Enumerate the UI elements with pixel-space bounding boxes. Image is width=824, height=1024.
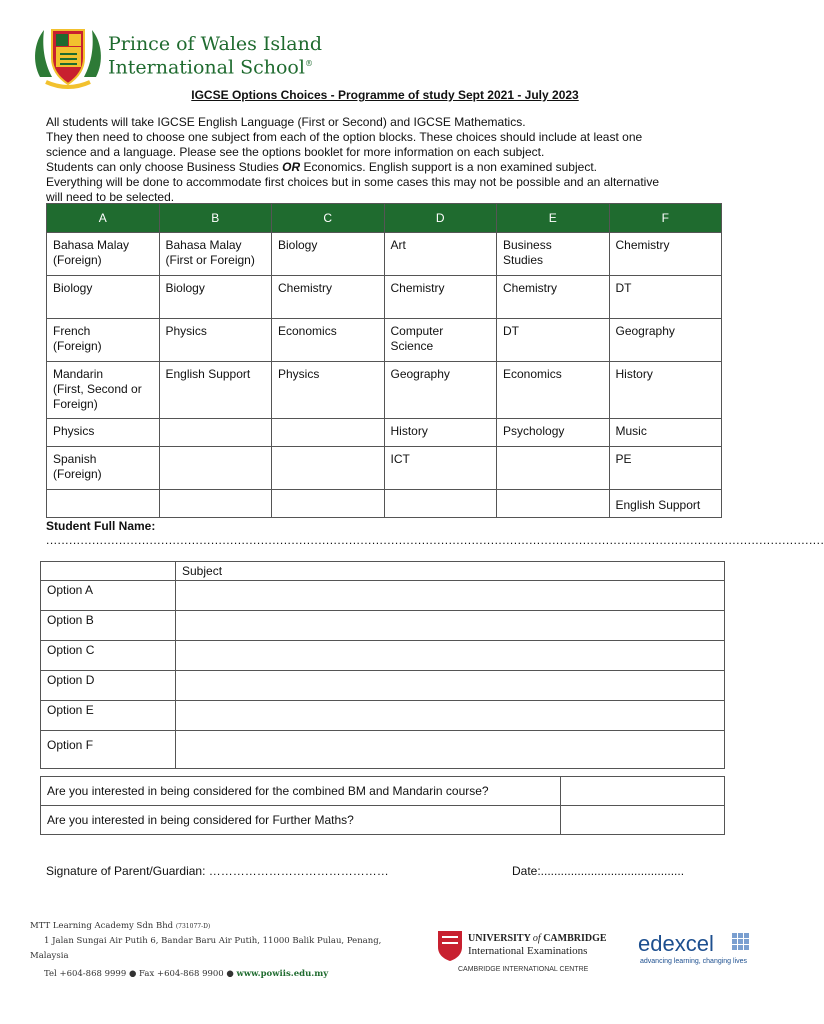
choice-row bbox=[41, 611, 725, 641]
subject-cell: Music bbox=[609, 419, 722, 447]
choice-row bbox=[41, 671, 725, 701]
intro-line: science and a language. Please see the options booklet for more information on each subject. bbox=[46, 145, 545, 159]
options-row bbox=[47, 419, 722, 447]
question-row bbox=[41, 777, 725, 806]
student-name-label: Student Full Name: bbox=[46, 519, 156, 533]
or-emphasis: OR bbox=[282, 160, 301, 174]
question-text: Are you interested in being considered for Further Maths? bbox=[41, 806, 561, 835]
footer-address-country: Malaysia bbox=[30, 951, 69, 961]
intro-line: All students will take IGCSE English Language (First or Second) and IGCSE Mathematics. bbox=[46, 115, 526, 129]
options-row bbox=[47, 233, 722, 276]
student-name-field[interactable]: ........................................................................................................................................................................................................... bbox=[46, 533, 824, 547]
footer-address: 1 Jalan Sungai Air Putih 6, Bandar Baru Air Putih, 11000 Balik Pulau, Penang, bbox=[44, 936, 382, 946]
column-header-c: C bbox=[272, 204, 385, 233]
subject-input[interactable] bbox=[176, 671, 725, 701]
subject-cell: Chemistry bbox=[272, 276, 385, 319]
subject-cell bbox=[272, 490, 385, 518]
question-row bbox=[41, 806, 725, 835]
school-crest-icon bbox=[30, 22, 106, 92]
edexcel-wordmark: edexcel bbox=[638, 931, 714, 956]
subject-cell: Biology bbox=[159, 276, 272, 319]
subject-cell: History bbox=[609, 362, 722, 419]
subject-cell: Physics bbox=[159, 319, 272, 362]
column-header-a: A bbox=[47, 204, 160, 233]
subject-cell: Geography bbox=[384, 362, 497, 419]
intro-line: Students can only choose Business Studies OR Economics. English support is a non examined subject. bbox=[46, 160, 597, 174]
options-row bbox=[47, 362, 722, 419]
subject-input[interactable] bbox=[176, 581, 725, 611]
column-header-d: D bbox=[384, 204, 497, 233]
footer bbox=[30, 919, 381, 982]
subject-cell: Physics bbox=[272, 362, 385, 419]
subject-cell: Chemistry bbox=[609, 233, 722, 276]
cambridge-centre-text: CAMBRIDGE INTERNATIONAL CENTRE bbox=[458, 966, 589, 973]
cambridge-logo bbox=[436, 929, 626, 973]
subject-cell: Mandarin (First, Second or Foreign) bbox=[47, 362, 160, 419]
subject-cell: Bahasa Malay (First or Foreign) bbox=[159, 233, 272, 276]
subject-cell: PE bbox=[609, 447, 722, 490]
subject-cell bbox=[384, 490, 497, 518]
school-name bbox=[108, 34, 322, 77]
choice-row bbox=[41, 581, 725, 611]
subject-cell: Biology bbox=[272, 233, 385, 276]
subject-cell: Bahasa Malay (Foreign) bbox=[47, 233, 160, 276]
answer-input[interactable] bbox=[561, 806, 725, 835]
subject-cell: History bbox=[384, 419, 497, 447]
footer-contact: Tel +604-868 9999 ● Fax +604-868 9900 ● www.powiis.edu.my bbox=[44, 969, 329, 979]
cambridge-word-university: UNIVERSITY bbox=[468, 933, 531, 944]
subject-cell bbox=[159, 447, 272, 490]
edexcel-grid-icon bbox=[732, 933, 749, 950]
options-table bbox=[46, 203, 722, 518]
subject-cell: Economics bbox=[272, 319, 385, 362]
school-name-line2: International School® bbox=[108, 56, 313, 79]
options-row bbox=[47, 447, 722, 490]
options-header-row bbox=[47, 204, 722, 233]
subject-cell bbox=[497, 490, 610, 518]
choice-row bbox=[41, 731, 725, 769]
subject-cell: Economics bbox=[497, 362, 610, 419]
subject-cell: Psychology bbox=[497, 419, 610, 447]
subject-cell: Physics bbox=[47, 419, 160, 447]
answer-input[interactable] bbox=[561, 777, 725, 806]
cambridge-shield-icon bbox=[438, 931, 462, 961]
subject-input[interactable] bbox=[176, 641, 725, 671]
intro-line: Everything will be done to accommodate first choices but in some cases this may not be possible and an alternative bbox=[46, 175, 659, 189]
cambridge-university-text bbox=[468, 933, 607, 944]
subject-cell: Spanish (Foreign) bbox=[47, 447, 160, 490]
option-label: Option B bbox=[41, 611, 176, 641]
subject-input[interactable] bbox=[176, 611, 725, 641]
options-row bbox=[47, 319, 722, 362]
subject-cell: English Support bbox=[609, 490, 722, 518]
subject-cell: ICT bbox=[384, 447, 497, 490]
date-field[interactable]: Date:........................................... bbox=[512, 864, 685, 878]
edexcel-logo bbox=[638, 929, 756, 969]
subject-cell bbox=[272, 447, 385, 490]
choice-header-row bbox=[41, 562, 725, 581]
column-header-f: F bbox=[609, 204, 722, 233]
cambridge-exams-text: International Examinations bbox=[468, 945, 588, 957]
choice-table bbox=[40, 561, 725, 769]
option-label: Option E bbox=[41, 701, 176, 731]
option-label: Option F bbox=[41, 731, 176, 769]
subject-cell bbox=[47, 490, 160, 518]
subject-cell: English Support bbox=[159, 362, 272, 419]
footer-company: MTT Learning Academy Sdn Bhd (731077-D) bbox=[30, 921, 211, 931]
subject-cell bbox=[272, 419, 385, 447]
question-text: Are you interested in being considered for the combined BM and Mandarin course? bbox=[41, 777, 561, 806]
option-label: Option D bbox=[41, 671, 176, 701]
cambridge-word-of: of bbox=[532, 933, 541, 944]
edexcel-tagline: advancing learning, changing lives bbox=[640, 958, 748, 965]
options-row bbox=[47, 490, 722, 518]
subject-cell: Geography bbox=[609, 319, 722, 362]
subject-cell: Business Studies bbox=[497, 233, 610, 276]
signature-field[interactable]: Signature of Parent/Guardian: ……………………………………… bbox=[46, 864, 389, 878]
trademark-symbol: ® bbox=[304, 59, 313, 68]
subject-input[interactable] bbox=[176, 701, 725, 731]
subject-input[interactable] bbox=[176, 731, 725, 769]
choice-corner-cell bbox=[41, 562, 176, 581]
options-row bbox=[47, 276, 722, 319]
choice-row bbox=[41, 641, 725, 671]
website-link[interactable]: www.powiis.edu.my bbox=[236, 969, 329, 979]
subject-cell bbox=[159, 419, 272, 447]
cambridge-word-cambridge: CAMBRIDGE bbox=[543, 933, 607, 944]
subject-cell bbox=[497, 447, 610, 490]
subject-cell bbox=[159, 490, 272, 518]
subject-cell: Biology bbox=[47, 276, 160, 319]
intro-line: They then need to choose one subject from each of the option blocks. These choices should include at least one bbox=[46, 130, 643, 144]
question-table bbox=[40, 776, 725, 835]
subject-cell: Art bbox=[384, 233, 497, 276]
intro-line: will need to be selected. bbox=[46, 190, 175, 204]
option-label: Option A bbox=[41, 581, 176, 611]
subject-cell: DT bbox=[497, 319, 610, 362]
choice-row bbox=[41, 701, 725, 731]
subject-cell: Chemistry bbox=[384, 276, 497, 319]
option-label: Option C bbox=[41, 641, 176, 671]
school-name-line1: Prince of Wales Island bbox=[108, 33, 322, 55]
subject-cell: Computer Science bbox=[384, 319, 497, 362]
page-title: IGCSE Options Choices - Programme of study Sept 2021 - July 2023 bbox=[191, 88, 579, 102]
column-header-e: E bbox=[497, 204, 610, 233]
intro-text bbox=[46, 115, 726, 205]
subject-cell: French (Foreign) bbox=[47, 319, 160, 362]
column-header-b: B bbox=[159, 204, 272, 233]
subject-header: Subject bbox=[176, 562, 725, 581]
subject-cell: DT bbox=[609, 276, 722, 319]
subject-cell: Chemistry bbox=[497, 276, 610, 319]
